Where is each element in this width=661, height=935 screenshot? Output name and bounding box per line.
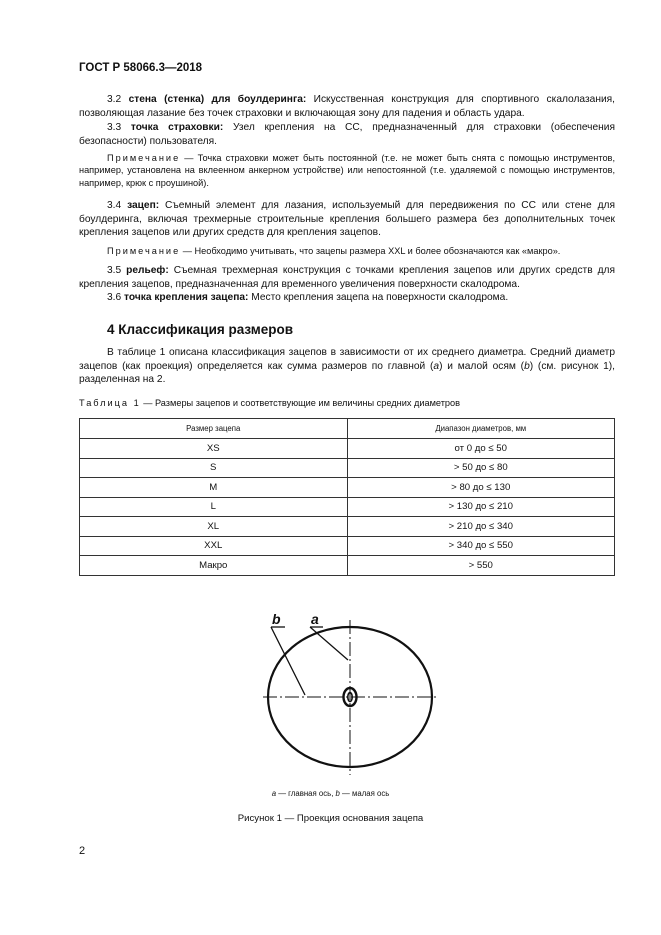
range-cell: > 130 до ≤ 210 [347, 497, 615, 517]
size-cell: XL [80, 517, 348, 537]
note-1 [79, 152, 615, 189]
term-3-2 [79, 93, 615, 120]
term-name: точка страховки: [130, 122, 224, 133]
term-number: 3.4 [107, 200, 128, 211]
label-b: b [272, 611, 281, 627]
size-table [79, 418, 615, 576]
note-2 [79, 245, 615, 257]
term-name: точка крепления зацепа: [124, 292, 249, 303]
figure-ellipse-diagram [255, 605, 445, 780]
label-a: a [311, 611, 319, 627]
document-header: ГОСТ Р 58066.3—2018 [79, 62, 203, 74]
paragraph-text: ) и малой осям ( [439, 360, 525, 372]
table-row [80, 536, 615, 556]
term-definition: Узел крепления на СС, предназначенный для страховки (обеспечения безопасности) пользователя. [79, 122, 615, 147]
variable-a: a [433, 360, 440, 372]
table-caption [79, 398, 460, 408]
term-name: стена (стенка) для боулдеринга: [128, 94, 307, 105]
size-cell: Макро [80, 556, 348, 576]
table-row [80, 439, 615, 459]
size-cell: S [80, 458, 348, 478]
term-3-4 [79, 199, 615, 240]
table-row [80, 497, 615, 517]
range-cell: > 210 до ≤ 340 [347, 517, 615, 537]
term-3-3 [79, 121, 615, 148]
term-name: зацеп: [127, 200, 160, 211]
table-caption-label: Таблица 1 [79, 398, 141, 408]
legend-var-b: b [335, 789, 340, 798]
range-cell: > 80 до ≤ 130 [347, 478, 615, 498]
column-header-size: Размер зацепа [80, 419, 348, 439]
term-definition: Съемный элемент для лазания, используемый для передвижения по СС или стене для боулдеринга, включая трехмерные строительные крепления большего размера без дополнительных точек крепления зацепов или других средств для крепления зацепов. [79, 200, 615, 239]
variable-b: b [524, 360, 530, 372]
term-definition: Место крепления зацепа на поверхности скалодрома. [248, 292, 509, 303]
table-row [80, 458, 615, 478]
range-cell: > 550 [347, 556, 615, 576]
term-number: 3.2 [107, 94, 129, 105]
table-header-row [80, 419, 615, 439]
size-cell: XXL [80, 536, 348, 556]
size-cell: L [80, 497, 348, 517]
size-cell: M [80, 478, 348, 498]
term-number: 3.5 [107, 265, 127, 276]
range-cell: от 0 до ≤ 50 [347, 439, 615, 459]
note-label: Примечание [107, 153, 181, 163]
range-cell: > 340 до ≤ 550 [347, 536, 615, 556]
note-label: Примечание [107, 246, 181, 256]
table-row [80, 517, 615, 537]
leader-line-b [271, 627, 305, 695]
table-row [80, 556, 615, 576]
term-3-6 [79, 291, 615, 305]
note-text: — Необходимо учитывать, что зацепы размера XXL и более обозначаются как «макро». [180, 246, 561, 256]
table-caption-text: — Размеры зацепов и соответствующие им величины средних диаметров [140, 398, 461, 408]
section-title: 4 Классификация размеров [107, 322, 294, 337]
note-text: — Точка страховки может быть постоянной (т.е. не может быть снята с помощью инструментов, например, установлена на вклеенном анкерном устройстве) или непостоянной (т.е. удаляемой с помощью инструментов, например, крюк с проушиной). [79, 153, 615, 188]
paragraph-text: В таблице 1 описана классификация зацепов в зависимости от их среднего диаметра. Средний диаметр зацепов (как проекция) определяется как сумма размеров по главной ( [79, 347, 615, 372]
term-number: 3.6 [107, 292, 124, 303]
leader-line-a [310, 627, 348, 660]
legend-var-a: a [271, 789, 277, 798]
term-number: 3.3 [107, 122, 131, 133]
range-cell: > 50 до ≤ 80 [347, 458, 615, 478]
term-3-5 [79, 264, 615, 291]
term-definition: Искусственная конструкция для спортивного скалолазания, позволяющая лазание без точек страховки и включающая зону для падения и область удара. [79, 94, 615, 119]
column-header-range: Диапазон диаметров, мм [347, 419, 615, 439]
legend-text-b: — малая ось [339, 789, 390, 798]
term-definition: Съемная трехмерная конструкция с точками крепления зацепов или других средств для крепления зацепов, предназначенная для временного увеличения поверхности скалодрома. [79, 265, 615, 290]
figure-legend [0, 789, 661, 798]
legend-text-a: — главная ось, [276, 789, 336, 798]
figure-caption: Рисунок 1 — Проекция основания зацепа [237, 813, 424, 824]
table-row [80, 478, 615, 498]
section-paragraph [79, 346, 615, 387]
paragraph-text: ) (см. рисунок 1), разделенная на 2. [79, 360, 615, 386]
size-cell: XS [80, 439, 348, 459]
page-number: 2 [79, 845, 86, 857]
term-name: рельеф: [126, 265, 169, 276]
